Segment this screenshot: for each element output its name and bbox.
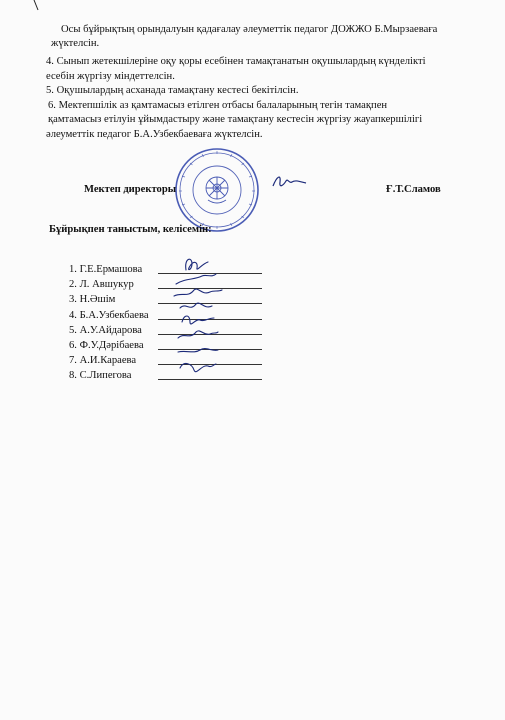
acknowledgement-item: 3. Н.Әшім	[69, 294, 116, 305]
acknowledgement-item: 1. Г.Е.Ермашова	[69, 264, 143, 275]
acknowledgement-item: 4. Б.А.Узбекбаева	[69, 310, 149, 321]
acknowledgement-item: 6. Ф.У.Дәрібаева	[69, 340, 144, 351]
paragraph-4-line-1: 4. Сынып жетекшілеріне оқу қоры есебінен тамақтанатын оқушылардың күнделікті	[46, 56, 426, 67]
acknowledgement-item: 8. С.Липегова	[69, 370, 132, 381]
paragraph-1-line-1: Осы бұйрықтың орындалуын қадағалау әлеуметтік педагог ДОЖЖО Б.Мырзаевағa	[61, 24, 438, 35]
director-signature	[271, 172, 309, 194]
acknowledgement-item: 2. Л. Авшукур	[69, 279, 134, 290]
paragraph-5: 5. Оқушылардың асханада тамақтану кестесі бекітілсін.	[46, 85, 299, 96]
director-label: Мектеп директоры	[84, 184, 177, 195]
paragraph-6-line-3: әлеуметтік педагог Б.А.Узбекбаевағa жүктелсін.	[46, 129, 263, 140]
scan-mark	[30, 0, 44, 14]
paragraph-6-line-1: 6. Мектепшілік аз қамтамасыз етілген отбасы балаларының тегін тамақпен	[48, 100, 388, 111]
handwritten-signatures	[168, 252, 228, 382]
official-seal	[172, 145, 262, 235]
acknowledgement-item: 5. А.У.Айдарова	[69, 325, 142, 336]
paragraph-1-line-2: жүктелсін.	[51, 38, 100, 49]
paragraph-4-line-2: есебін жүргізу міндеттелсін.	[46, 71, 175, 82]
director-name: Ғ.Т.Сламов	[386, 184, 441, 195]
acquaint-heading: Бұйрықпен таныстым, келісемін:	[49, 224, 212, 235]
acknowledgement-item: 7. А.И.Караева	[69, 355, 137, 366]
paragraph-6-line-2: қамтамасыз етілуін ұйымдастыру және тамақтану кестесін жүргізу жауапкершілігі	[48, 114, 423, 125]
